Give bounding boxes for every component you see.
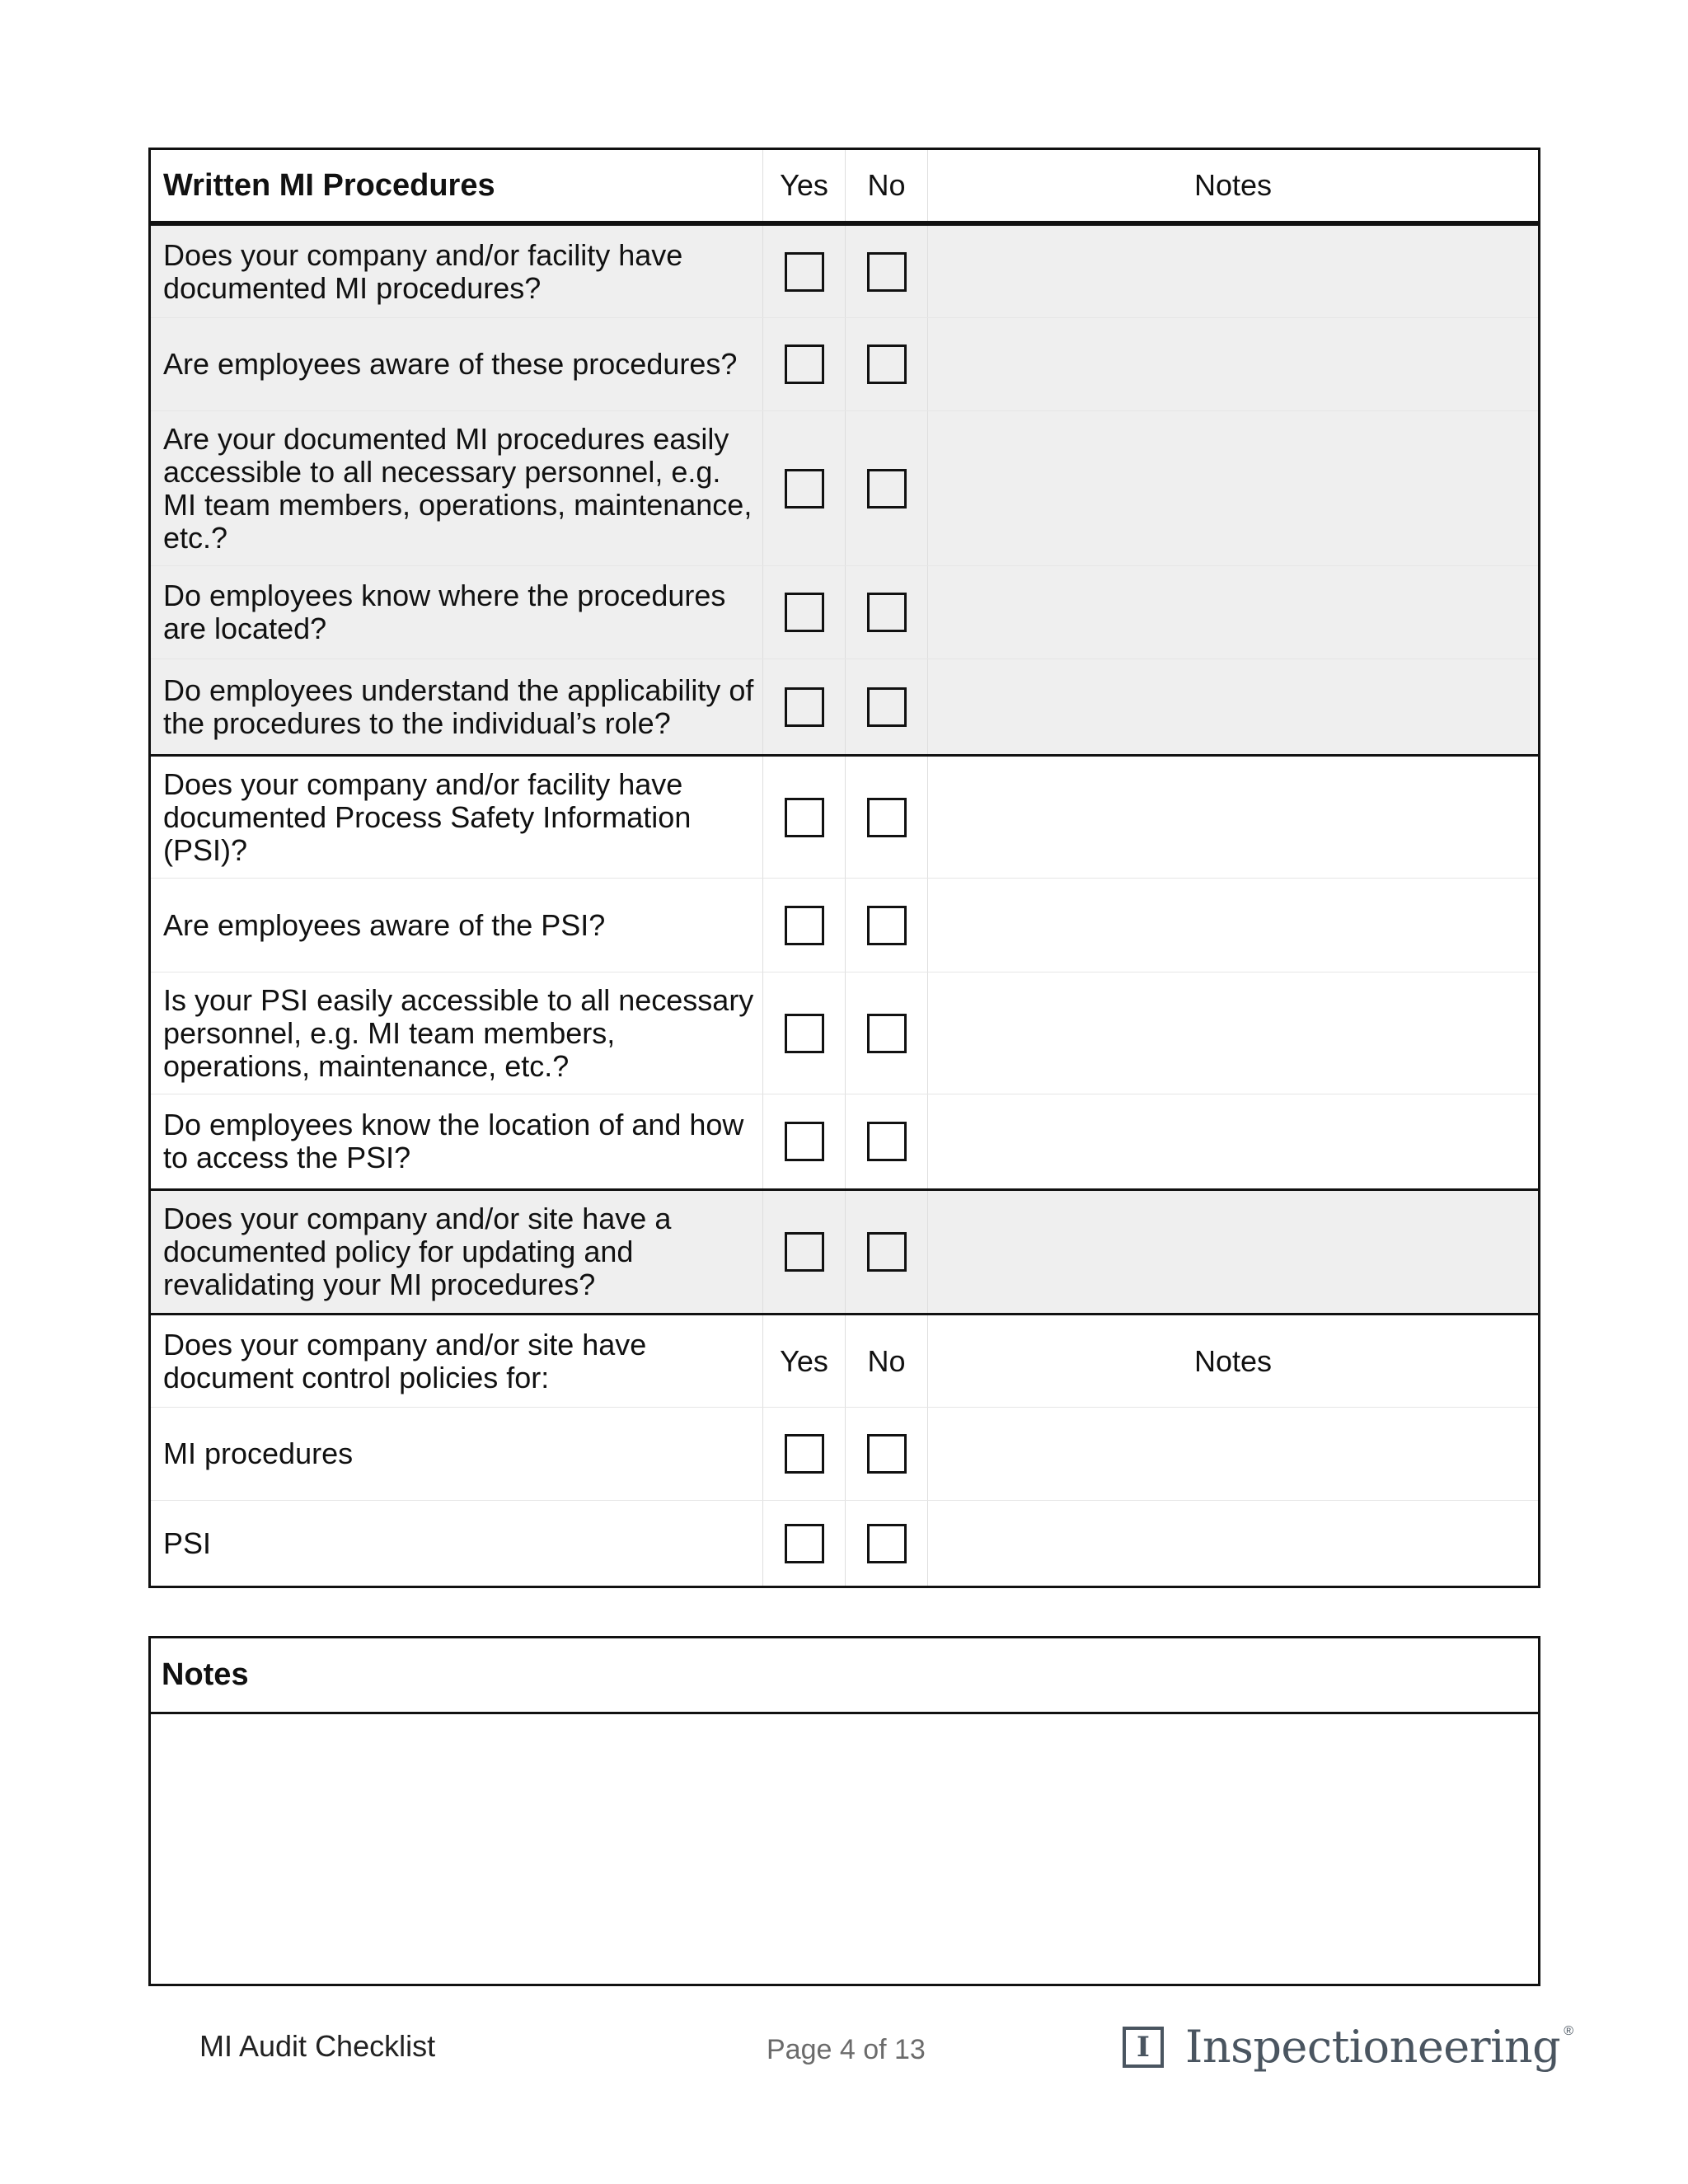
yes-checkbox[interactable] — [785, 593, 824, 632]
no-checkbox[interactable] — [867, 687, 907, 727]
notes-field[interactable] — [927, 226, 1538, 317]
notes-column-header — [927, 150, 1538, 221]
yes-checkbox[interactable] — [785, 469, 824, 509]
table-row — [151, 318, 1538, 411]
question-text: Do employees know the location of and how to access the PSI? — [163, 1108, 744, 1174]
yes-cell — [762, 226, 845, 317]
no-checkbox[interactable] — [867, 1524, 907, 1563]
question-text: Do employees know where the procedures are located? — [163, 579, 726, 645]
no-checkbox[interactable] — [867, 469, 907, 509]
no-cell — [845, 1501, 927, 1586]
notes-label: Notes — [1193, 168, 1273, 202]
checklist-table — [148, 148, 1540, 1588]
yes-cell — [762, 879, 845, 972]
question-text: Is your PSI easily accessible to all necessary personnel, e.g. MI team members, operations, maintenance, etc.? — [163, 982, 754, 1083]
table-row — [151, 972, 1538, 1094]
question-cell — [151, 1501, 762, 1586]
yes-cell — [762, 318, 845, 410]
table-row — [151, 226, 1538, 318]
question-text: Are your documented MI procedures easily accessible to all necessary personnel, e.g. MI team members, operations, maintenance, etc.? — [163, 421, 753, 555]
yes-cell — [762, 411, 845, 565]
notes-field[interactable] — [927, 972, 1538, 1094]
no-checkbox[interactable] — [867, 344, 907, 384]
no-cell — [845, 659, 927, 754]
no-cell — [845, 566, 927, 658]
no-cell — [845, 1408, 927, 1500]
question-text: Does your company and/or site have a documented policy for updating and revalidating your MI procedures? — [163, 1202, 672, 1301]
no-column-header — [845, 150, 927, 221]
no-checkbox[interactable] — [867, 1014, 907, 1053]
subsection-title-cell — [151, 1315, 762, 1407]
notes-field[interactable] — [927, 879, 1538, 972]
logo-mark-icon — [1123, 2027, 1164, 2068]
no-checkbox[interactable] — [867, 1232, 907, 1272]
no-checkbox[interactable] — [867, 1122, 907, 1161]
table-row — [151, 1094, 1538, 1191]
no-checkbox[interactable] — [867, 252, 907, 292]
notes-box-title: Notes — [162, 1657, 249, 1692]
table-row — [151, 566, 1538, 659]
notes-field[interactable] — [927, 411, 1538, 565]
section-title: Written MI Procedures — [163, 167, 495, 203]
question-cell — [151, 1408, 762, 1500]
yes-label: Yes — [780, 168, 828, 202]
yes-cell — [762, 1408, 845, 1500]
yes-checkbox[interactable] — [785, 687, 824, 727]
no-cell — [845, 318, 927, 410]
yes-cell — [762, 1501, 845, 1586]
notes-field[interactable] — [927, 566, 1538, 658]
table-header-row — [151, 150, 1538, 226]
notes-field[interactable] — [927, 1408, 1538, 1500]
subsection-title: Does your company and/or site have document control policies for: — [163, 1327, 647, 1394]
logo-wordmark: Inspectioneering — [1185, 2021, 1561, 2073]
yes-checkbox[interactable] — [785, 1014, 824, 1053]
notes-box — [148, 1636, 1540, 1986]
question-text: Do employees understand the applicability of the procedures to the individual’s role? — [163, 673, 754, 740]
question-cell — [151, 757, 762, 878]
logo-mark-letter: I — [1137, 2030, 1150, 2064]
yes-column-header — [762, 1315, 845, 1407]
no-cell — [845, 1191, 927, 1313]
table-row — [151, 411, 1538, 566]
no-cell — [845, 972, 927, 1094]
yes-checkbox[interactable] — [785, 906, 824, 945]
table-row — [151, 1408, 1538, 1501]
yes-checkbox[interactable] — [785, 1122, 824, 1161]
no-cell — [845, 757, 927, 878]
section-title-cell — [151, 150, 762, 221]
notes-label: Notes — [1193, 1343, 1273, 1378]
question-cell — [151, 566, 762, 658]
question-text: Are employees aware of these procedures? — [163, 347, 738, 381]
notes-field[interactable] — [927, 659, 1538, 754]
no-checkbox[interactable] — [867, 1434, 907, 1474]
yes-checkbox[interactable] — [785, 1524, 824, 1563]
yes-cell — [762, 659, 845, 754]
notes-text-area[interactable] — [151, 1714, 1538, 1984]
subsection-header-row — [151, 1315, 1538, 1408]
no-checkbox[interactable] — [867, 593, 907, 632]
yes-checkbox[interactable] — [785, 252, 824, 292]
yes-cell — [762, 566, 845, 658]
question-cell — [151, 972, 762, 1094]
yes-checkbox[interactable] — [785, 798, 824, 837]
no-cell — [845, 411, 927, 565]
yes-checkbox[interactable] — [785, 344, 824, 384]
notes-field[interactable] — [927, 318, 1538, 410]
no-column-header — [845, 1315, 927, 1407]
question-text: Does your company and/or facility have documented Process Safety Information (PSI)? — [163, 766, 692, 867]
question-cell — [151, 659, 762, 754]
question-cell — [151, 411, 762, 565]
table-row — [151, 1191, 1538, 1315]
footer-doc-title: MI Audit Checklist — [199, 2029, 436, 2063]
inspectioneering-logo — [1123, 2021, 1573, 2073]
no-cell — [845, 879, 927, 972]
question-cell — [151, 1191, 762, 1313]
yes-cell — [762, 1094, 845, 1188]
question-text: Are employees aware of the PSI? — [163, 907, 606, 942]
notes-field[interactable] — [927, 1191, 1538, 1313]
question-cell — [151, 879, 762, 972]
no-checkbox[interactable] — [867, 798, 907, 837]
yes-cell — [762, 1191, 845, 1313]
no-label: No — [867, 168, 906, 202]
table-row — [151, 757, 1538, 879]
table-row — [151, 659, 1538, 757]
no-checkbox[interactable] — [867, 906, 907, 945]
question-text: Does your company and/or facility have documented MI procedures? — [163, 237, 683, 305]
yes-checkbox[interactable] — [785, 1434, 824, 1474]
no-cell — [845, 226, 927, 317]
no-label: No — [867, 1343, 906, 1378]
yes-cell — [762, 972, 845, 1094]
no-cell — [845, 1094, 927, 1188]
notes-field[interactable] — [927, 1501, 1538, 1586]
notes-field[interactable] — [927, 1094, 1538, 1188]
notes-box-header — [151, 1638, 1538, 1714]
registered-mark: ® — [1564, 2024, 1573, 2038]
notes-column-header — [927, 1315, 1538, 1407]
table-row — [151, 879, 1538, 972]
yes-label: Yes — [780, 1343, 828, 1378]
yes-cell — [762, 757, 845, 878]
question-text: MI procedures — [163, 1436, 354, 1470]
question-text: PSI — [163, 1526, 212, 1560]
table-row — [151, 1501, 1538, 1586]
question-cell — [151, 1094, 762, 1188]
question-cell — [151, 318, 762, 410]
footer-page-number: Page 4 of 13 — [767, 2034, 926, 2065]
notes-field[interactable] — [927, 757, 1538, 878]
yes-checkbox[interactable] — [785, 1232, 824, 1272]
question-cell — [151, 226, 762, 317]
yes-column-header — [762, 150, 845, 221]
